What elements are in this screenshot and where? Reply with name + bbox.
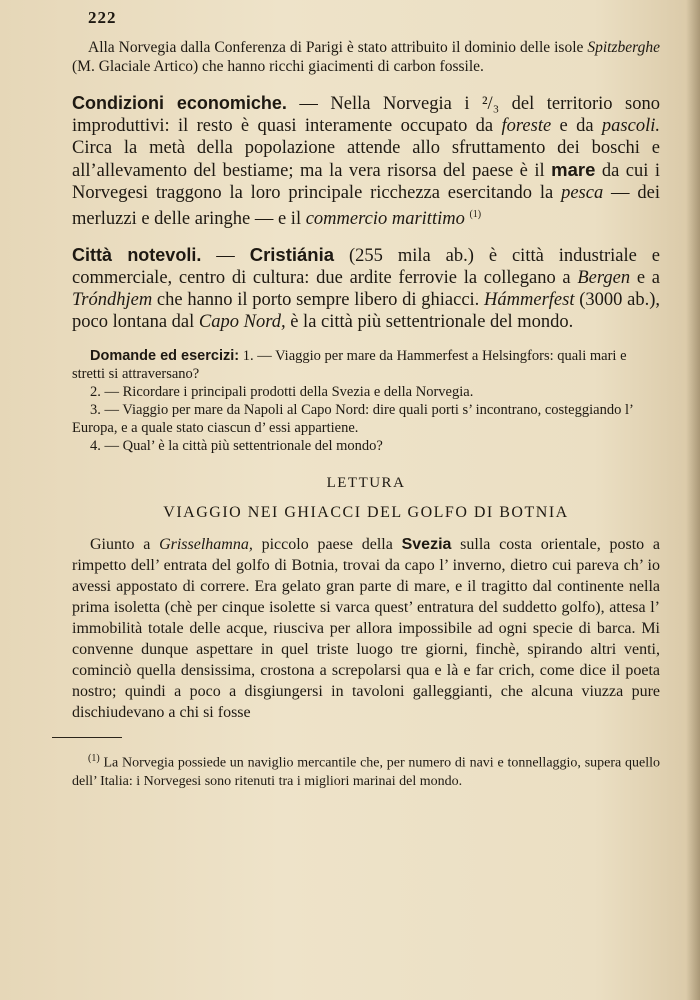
cities-hammerfest: Hámmerfest xyxy=(484,290,575,311)
exercises-lead: Domande ed esercizi: xyxy=(90,348,240,365)
cities-heading: Città notevoli. xyxy=(72,245,202,266)
exercise-item xyxy=(72,347,660,383)
cities-text-2: (255 mila ab.) è città industriale e commerciale, centro di cultura: due ardite ferrovie la collegano a xyxy=(72,246,660,289)
page-number: 222 xyxy=(88,8,117,27)
cities-text-1: — xyxy=(201,246,250,267)
intro-spitzberghe: Spitzberghe xyxy=(587,39,660,56)
economic-commercio: commercio marittimo xyxy=(305,209,465,230)
economic-pesca: pesca xyxy=(561,183,604,203)
cities-cristiania: Cristiánia xyxy=(249,244,335,266)
page-edge-shadow xyxy=(686,0,700,1000)
cities-bergen: Bergen xyxy=(577,268,631,289)
intro-text-2: (M. Glaciale Artico) che hanno ricchi giacimenti di carbon fossile. xyxy=(72,58,484,75)
reading-title: VIAGGIO NEI GHIACCI DEL GOLFO DI BOTNIA xyxy=(163,504,569,522)
cities-text-3: e a xyxy=(630,268,660,289)
reading-grisselhamna: Grisselhamna, xyxy=(159,536,253,554)
economic-text-3: Circa la metà della popolazione attende allo sfruttamento dei boschi e all’allevamento del bestiame; ma la vera risorsa del paese è il xyxy=(72,138,660,181)
notable-cities-paragraph xyxy=(72,244,660,333)
reading-paragraph xyxy=(72,534,660,723)
economic-pascoli: pascoli. xyxy=(601,116,660,136)
exercise-item: 2. — Ricordare i principali prodotti della Svezia e della Norvegia. xyxy=(90,384,474,401)
cities-text-5: (3000 ab.), poco lontana dal xyxy=(72,290,660,333)
reading-label: LETTURA xyxy=(326,475,406,492)
footnote-text: La Norvegia possiede un naviglio mercantile che, per numero di navi e tonnellaggio, supera quello dell’ Italia: i Norvegesi sono ritenuti tra i migliori marinai del mondo. xyxy=(72,755,660,789)
cities-text-6: è la città più settentrionale del mondo. xyxy=(285,312,574,333)
cities-text-4: che hanno il porto sempre libero di ghiacci. xyxy=(152,290,485,311)
economic-text-5: — dei merluzzi e delle aringhe — e il xyxy=(72,183,660,230)
exercises-block xyxy=(72,347,660,455)
reading-text-3: sulla costa orientale, posto a rimpetto dell’ entrata del golfo di Botnia, trovai da capo l’ inverno, dietro cui pareva ch’ io avessi appostato di correre. Era gelato gran parte di mare, e il tragitto dal continente nella prima isoletta (chè per cinque isolette si varca quest’ entratura del suddetto golfo), attesa l’ immobilità totale delle acque, riusciva per allora impossibile ad ogni specie di barca. Mi convenne dunque aspettare in quel triste luogo tre giorni, finchè, spirando altri venti, cominciò quella densissima, crostona a screpolarsi qua e là e far crich, come dice il poeta nostro; quindi a poco a disgiungersi in tavoloni galleggianti, che alcuna viuzza pure dischiudevano a chi si fosse xyxy=(72,536,661,722)
exercise-item: 4. — Qual’ è la città più settentrionale del mondo? xyxy=(90,438,383,455)
intro-text-1: Alla Norvegia dalla Conferenza di Parigi è stato attribuito il dominio delle isole xyxy=(88,39,588,56)
reading-text-1: Giunto a xyxy=(90,536,160,554)
reading-text-2: piccolo paese della xyxy=(252,536,402,554)
footnote xyxy=(72,750,660,791)
footnote-reference: (1) xyxy=(469,209,482,220)
footnote-mark: (1) xyxy=(88,753,100,765)
exercise-text: 1. — Viaggio per mare da Hammerfest a Helsingfors: quali mari e stretti si attraversano? xyxy=(72,348,627,383)
economic-text-1: — Nella Norvegia i ²/₃ del territorio sono improduttivi: il resto è quasi interamente occupato da xyxy=(72,94,660,136)
intro-paragraph xyxy=(72,38,660,76)
economic-heading: Condizioni economiche. xyxy=(72,93,287,113)
economic-text-2: e da xyxy=(551,116,602,136)
economic-conditions-paragraph xyxy=(72,92,660,230)
economic-text-4: da cui i Norvegesi traggono la loro principale ricchezza esercitando la xyxy=(72,161,661,203)
cities-trondhjem: Tróndhjem xyxy=(72,290,153,311)
economic-mare: mare xyxy=(551,159,596,180)
exercise-item: 3. — Viaggio per mare da Napoli al Capo Nord: dire quali porti s’ incontrano, costeggiando l’ Europa, e a quale stato ciascun d’ essi appartiene. xyxy=(72,402,633,437)
cities-capo-nord: Capo Nord, xyxy=(198,312,286,333)
reading-svezia: Svezia xyxy=(401,536,452,554)
footnote-divider xyxy=(52,737,122,738)
economic-foreste: foreste xyxy=(501,116,552,136)
